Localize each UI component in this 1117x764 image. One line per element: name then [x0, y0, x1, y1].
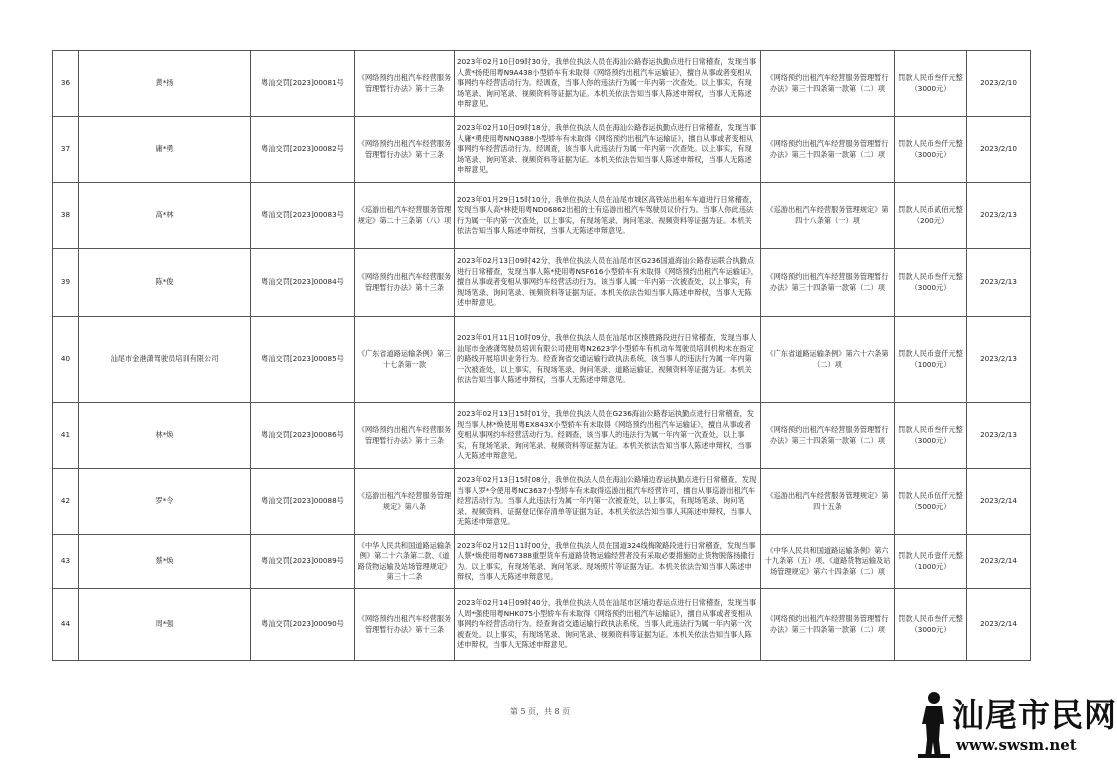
document-number: 粤汕交罚[2023]00084号 [251, 249, 355, 317]
penalty-amount: 罚款人民币叁仟元整（3000元） [895, 51, 967, 117]
row-number: 44 [53, 589, 79, 661]
penalty-amount: 罚款人民币伍仟元整（5000元） [895, 469, 967, 535]
penalty-amount: 罚款人民币壹仟元整（1000元） [895, 535, 967, 589]
violation-basis: 《中华人民共和国道路运输条例》第二十六条第二款、《道路货物运输及站场管理规定》第三十二条 [355, 535, 455, 589]
row-number: 40 [53, 317, 79, 403]
document-number: 粤汕交罚[2023]00090号 [251, 589, 355, 661]
table-row [53, 249, 1031, 317]
table-row [53, 183, 1031, 249]
decision-date: 2023/2/10 [967, 117, 1031, 183]
row-number: 42 [53, 469, 79, 535]
violation-basis: 《网络预约出租汽车经营服务管理暂行办法》第十三条 [355, 589, 455, 661]
decision-date: 2023/2/13 [967, 183, 1031, 249]
penalty-basis: 《巡游出租汽车经营服务管理规定》第四十五条 [761, 469, 895, 535]
penalty-basis: 《中华人民共和国道路运输条例》第六十九条第（五）项、《道路货物运输及站场管理规定》第六十四条第（二）项 [761, 535, 895, 589]
row-number: 43 [53, 535, 79, 589]
party-name: 罗*令 [79, 469, 251, 535]
logo-title: 汕尾市民网 [952, 696, 1117, 734]
violation-basis: 《网络预约出租汽车经营服务管理暂行办法》第十三条 [355, 249, 455, 317]
table-row [53, 589, 1031, 661]
penalty-basis: 《网络预约出租汽车经营服务管理暂行办法》第三十四条第一款第（二）项 [761, 117, 895, 183]
penalty-amount: 罚款人民币叁仟元整（3000元） [895, 117, 967, 183]
page-number: 第 5 页，共 8 页 [509, 707, 571, 716]
decision-date: 2023/2/14 [967, 535, 1031, 589]
document-number: 粤汕交罚[2023]00085号 [251, 317, 355, 403]
table-row [53, 535, 1031, 589]
party-name: 汕尾市金港潇驾驶员培训有限公司 [79, 317, 251, 403]
decision-date: 2023/2/10 [967, 51, 1031, 117]
site-logo [916, 690, 1117, 760]
document-number: 粤汕交罚[2023]00083号 [251, 183, 355, 249]
violation-facts: 2023年02月13日15时01分，我单位执法人员在G236海汕公路春运执勤点进行日常稽查，发现当事人林*焕使用粤EX843X小型轿车有未取得《网络预约出租汽车运输证》，擅自从事或者变相从事网约车经营活动行为。经调查，该当事人的违法行为属一年内第一次查处，以上事实，有现场笔录、询问笔录、视频资料等证据为证。本机关依法告知当事人陈述申辩权，当事人无陈述申辩意见。 [455, 403, 761, 469]
party-name: 高*林 [79, 183, 251, 249]
violation-facts: 2023年02月10日09时30分，我单位执法人员在海汕公路春运执勤点进行日常稽查，发现当事人黄*扬使用粤N9A438小型轿车有未取得《网络预约出租汽车运输证》，擅自从事或者变相从事网约车经营活动行为。经调查，当事人你的违法行为属一年内第一次查处。以上事实，有现场笔录、询问笔录、视频资料等证据为证。本机关依法告知当事人陈述申辩权，当事人无陈述申辩意见。 [455, 51, 761, 117]
penalty-amount: 罚款人民币叁仟元整（3000元） [895, 589, 967, 661]
party-name: 林*焕 [79, 403, 251, 469]
penalty-basis: 《网络预约出租汽车经营服务管理暂行办法》第三十四条第一款第（二）项 [761, 249, 895, 317]
penalty-amount: 罚款人民币贰佰元整（200元） [895, 183, 967, 249]
document-number: 粤汕交罚[2023]00081号 [251, 51, 355, 117]
row-number: 41 [53, 403, 79, 469]
violation-facts: 2023年02月10日09时18分，我单位执法人员在海汕公路春运执勤点进行日常稽查，发现当事人庸*勇使用粤NNQ388小型轿车有未取得《网络预约出租汽车运输证》，擅自从事或者变相从事网约车经营活动行为。经调查，该当事人此违法行为属一年内第一次查处。以上事实，有现场笔录、询问笔录、视频资料等证据为证。本机关依法告知当事人陈述申辩权，当事人无陈述申辩意见。 [455, 117, 761, 183]
penalty-basis: 《广东省道路运输条例》第六十六条第（二）项 [761, 317, 895, 403]
violation-facts: 2023年02月12日11时00分，我单位执法人员在国道324线梅陇路段进行日常稽查，发现当事人蔡*焕使用粤N67388重型货车有道路货物运输经营者没有采取必要措施防止货物脱落扬撒行为。以上事实，有现场笔录、询问笔录、现场照片等证据为证。本机关依法告知当事人陈述申辩权，当事人无陈述申辩意见。 [455, 535, 761, 589]
penalty-basis: 《网络预约出租汽车经营服务管理暂行办法》第三十四条第一款第（二）项 [761, 403, 895, 469]
party-name: 黄*扬 [79, 51, 251, 117]
document-number: 粤汕交罚[2023]00086号 [251, 403, 355, 469]
party-name: 陈*俊 [79, 249, 251, 317]
decision-date: 2023/2/13 [967, 403, 1031, 469]
document-number: 粤汕交罚[2023]00089号 [251, 535, 355, 589]
violation-basis: 《巡游出租汽车经营服务管理规定》第八条 [355, 469, 455, 535]
party-name: 蔡*焕 [79, 535, 251, 589]
violation-basis: 《网络预约出租汽车经营服务管理暂行办法》第十三条 [355, 403, 455, 469]
violation-facts: 2023年01月29日15时10分，我单位执法人员在汕尾市城区高铁站出租车车道进行日常稽查，发现当事人高*林使用粤ND06862出租的士有巡游出租汽车驾驶员议价行为。当事人你此违法行为属一年内第一次查处，以上事实，有现场笔录、询问笔录、视频资料等证据为证。本机关依法告知当事人陈述申辩权，当事人无陈述申辩意见。 [455, 183, 761, 249]
party-name: 周*强 [79, 589, 251, 661]
party-name: 庸*勇 [79, 117, 251, 183]
decision-date: 2023/2/14 [967, 469, 1031, 535]
violation-facts: 2023年01月11日10时09分，我单位执法人员在汕尾市区揍胜路段进行日常稽查，发现当事人汕尾市金港潇驾驶员培训有限公司使用粤N2623学小型轿车有机动车驾驶员培训机构未在指定的路线开展培训业务行为。经查询省交通运输行政执法系统，该当事人的违法行为属一年内第一次被查处，以上事实，有现场笔录、询问笔录、道路运输证、视频资料等证据为证。本机关依法告知当事人陈述申辩权，当事人无陈述申辩意见。 [455, 317, 761, 403]
penalty-basis: 《网络预约出租汽车经营服务管理暂行办法》第三十四条第一款第（二）项 [761, 589, 895, 661]
row-number: 39 [53, 249, 79, 317]
table-body [53, 51, 1031, 661]
row-number: 36 [53, 51, 79, 117]
table-row [53, 469, 1031, 535]
violation-facts: 2023年02月14日09时40分，我单位执法人员在汕尾市区埔边春运点进行日常稽查，发现当事人周*强使用粤NHK075小型轿车有未取得《网络预约出租汽车运输证》，擅自从事或者变相从事网约车经营活动行为。经查询省交通运输行政执法系统，当事人此违法行为属一年内第一次被查处。以上事实，有现场笔录、询问笔录、视频资料等证据为证。本机关依法告知当事人陈述申辩权，当事人无陈述申辩意见。 [455, 589, 761, 661]
table-row [53, 117, 1031, 183]
table-row [53, 51, 1031, 117]
penalty-amount: 罚款人民币壹仟元整（1000元） [895, 317, 967, 403]
decision-date: 2023/2/13 [967, 317, 1031, 403]
penalty-table [52, 50, 1031, 661]
decision-date: 2023/2/13 [967, 249, 1031, 317]
table-row [53, 317, 1031, 403]
violation-facts: 2023年02月13日09时42分，我单位执法人员在汕尾市区G236国道海汕公路春运联合执勤点进行日常稽查，发现当事人陈*使用粤NSF616小型轿车有未取得《网络预约出租汽车运输证》，擅自从事或者变相从事网约车经营活动行为。该当事人属一年内第一次被查处，以上事实，有现场笔录、询问笔录、视频资料等证据为证。本机关依法告知当事人陈述申辩权，当事人无陈述申辩意见。 [455, 249, 761, 317]
row-number: 37 [53, 117, 79, 183]
document-number: 粤汕交罚[2023]00088号 [251, 469, 355, 535]
row-number: 38 [53, 183, 79, 249]
violation-basis: 《网络预约出租汽车经营服务管理暂行办法》第十三条 [355, 51, 455, 117]
penalty-basis: 《巡游出租汽车经营服务管理规定》第四十八条第（一）项 [761, 183, 895, 249]
decision-date: 2023/2/14 [967, 589, 1031, 661]
violation-basis: 《网络预约出租汽车经营服务管理暂行办法》第十三条 [355, 117, 455, 183]
violation-basis: 《巡游出租汽车经营服务管理规定》第二十三条第（八）项 [355, 183, 455, 249]
violation-basis: 《广东省道路运输条例》第三十七条第一款 [355, 317, 455, 403]
penalty-basis: 《网络预约出租汽车经营服务管理暂行办法》第三十四条第一款第（二）项 [761, 51, 895, 117]
penalty-amount: 罚款人民币叁仟元整（3000元） [895, 249, 967, 317]
penalty-amount: 罚款人民币叁仟元整（3000元） [895, 403, 967, 469]
table-row [53, 403, 1031, 469]
logo-url: www.swsm.net [956, 736, 1077, 754]
violation-facts: 2023年02月13日15时08分，我单位执法人员在海汕公路埔边春运执勤点进行日常稽查，发现当事人罗*令使用粤NC3637小型轿车有未取得巡游出租汽车经营许可，擅自从事巡游出租汽车经营活动行为。当事人此违法行为属一年内第一次被查处，以上事实，有现场笔录、询问笔录、视频资料、证据登记保存清单等证据为证。本机关依法告知当事人其陈述申辩权，当事人无陈述申辩意见。 [455, 469, 761, 535]
document-number: 粤汕交罚[2023]00082号 [251, 117, 355, 183]
person-silhouette-icon [916, 690, 950, 760]
